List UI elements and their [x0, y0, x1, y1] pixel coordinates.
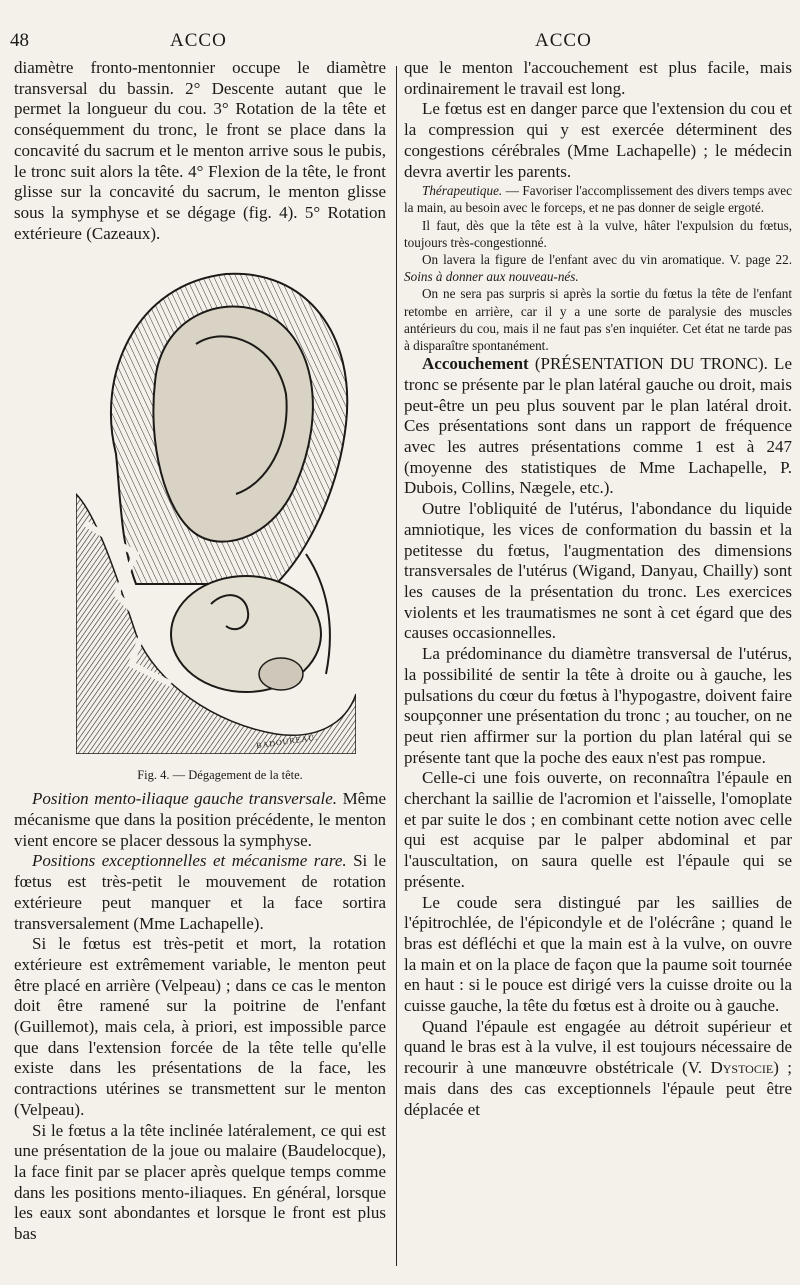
paragraph-continuation: que le menton l'accouchement est plus facile, mais ordinairement le travail est long.: [404, 58, 792, 98]
left-column: [14, 58, 386, 1245]
figure-caption: Fig. 4. — Dégagement de la tête.: [137, 768, 303, 783]
paragraph-manoeuvre: [404, 1017, 792, 1121]
column-divider: [396, 66, 397, 1266]
paragraph-expulsion: Il faut, dès que la tête est à la vulve, hâter l'expulsion du fœtus, toujours très-congestionné.: [404, 217, 792, 250]
paragraph-text: On lavera la figure de l'enfant avec du vin aromatique. V. page 22.: [422, 252, 792, 268]
figure-engraving: [76, 254, 356, 754]
page-header: [0, 30, 800, 54]
paragraph-positions-exceptionnelles: [14, 851, 386, 934]
paragraph-mecanisme: diamètre fronto-mentonnier occupe le diamètre transversal du bassin. 2° Descente autant que le permet la longueur du cou. 3° Rotation de la tête et conséquemment du tronc, le front se place dans la concavité du sacrum et le menton arrive sous le pubis, le tronc suit alors la tête. 4° Flexion de la tête, le front glisse sur la concavité du sacrum, le menton glisse sous la symphyse et se dégage (fig. 4). 5° Rotation extérieure (Cazeaux).: [14, 58, 386, 243]
entry-subheading: (PRÉSENTATION DU TRONC).: [528, 354, 768, 374]
running-title-right: ACCO: [535, 30, 592, 51]
paragraph-text: Même mécanisme que dans la position précédente, le menton vient encore se placer dessous la symphyse.: [14, 789, 386, 850]
cross-reference: Soins à donner aux nouveau-nés.: [404, 269, 579, 285]
paragraph-diagnostic: La prédominance du diamètre transversal de l'utérus, la possibilité de sentir la tête à droite ou à gauche, les pulsations du cœur du fœtus à l'hypogastre, doivent faire soupçonner une présentation du tronc ; au toucher, on ne peut rien affirmer sur la portion du plan latéral qui se présente tant que la poche des eaux n'est pas rompue.: [404, 644, 792, 767]
entry-presentation-du-tronc: [404, 354, 792, 499]
engraver-signature: BADOUREAU.: [255, 733, 319, 751]
cross-reference-dystocie: Dystocie: [710, 1058, 774, 1078]
paragraph-text: — Favoriser l'accomplissement des divers temps avec la main, au besoin avec le forceps, et ne pas donner de seigle ergoté.: [404, 183, 792, 216]
paragraph-mento-iliaque: [14, 789, 386, 851]
figure-illustration: [76, 254, 356, 754]
paragraph-title: Positions exceptionnelles et mécanisme rare.: [32, 851, 347, 871]
paragraph-text: Si le fœtus est très-petit le mouvement de rotation extérieure peut manquer et la face sortira transversalement (Mme Lachapelle).: [14, 851, 386, 933]
paragraph-title: Thérapeutique.: [422, 183, 503, 199]
paragraph-epaule: Celle-ci une fois ouverte, on reconnaîtra l'épaule en cherchant la saillie de l'acromion et l'aisselle, l'omoplate et par suite le dos ; en combinant cette notion avec celle qui est acquise par le palper abdominal et par l'auscultation, on saura quelle est l'épaule qui se présente.: [404, 768, 792, 891]
paragraph-therapeutique: [404, 182, 792, 216]
paragraph-text: Le tronc se présente par le plan latéral gauche ou droit, mais peut-être un peu plus souvent par le plan latéral droit. Ces présentations sont dans un rapport de fréquence avec les autres présentations comme 1 est à 247 (moyenne des statistiques de Mme Lachapelle, P. Dubois, Collins, Nægele, etc.).: [404, 354, 792, 498]
right-column: [404, 58, 792, 1120]
paragraph-causes: Outre l'obliquité de l'utérus, l'abondance du liquide amniotique, les vices de conformation du bassin et la petitesse du fœtus, l'augmentation des dimensions transversales de l'utérus (Wigand, Danyau, Chailly) sont les causes de la présentation du tronc. Les exercices violents et les traumatismes ne sont à cet égard que des causes occasionnelles.: [404, 499, 792, 643]
paragraph-lavage: [404, 251, 792, 285]
paragraph-text: ) ; mais dans des cas exceptionnels l'épaule peut être déplacée et: [404, 1058, 792, 1119]
paragraph-paralysie: On ne sera pas surpris si après la sortie du fœtus la tête de l'enfant retombe en arrière, car il y a une sorte de paralysie des muscles antérieurs du cou, mais il ne faut pas s'en inquiéter. Cet état ne tarde pas à disparaître spontanément.: [404, 286, 792, 354]
paragraph-title: Position mento-iliaque gauche transversale.: [32, 789, 338, 809]
page-number: 48: [10, 30, 29, 51]
paragraph-coude: Le coude sera distingué par les saillies de l'épitrochlée, de l'épicondyle et de l'olécrâne ; quand le bras est défléchi et que la main est à la vulve, on ouvre la main et on la place de façon que la paume soit tournée en haut : si le pouce est dirigé vers la cuisse droite ou la cuisse gauche, la tête du fœtus est à droite ou à gauche.: [404, 892, 792, 1016]
paragraph-text: Quand l'épaule est engagée au détroit supérieur et quand le bras est à la vulve, il est toujours nécessaire de recourir à une manœuvre obstétricale (V.: [404, 1016, 792, 1078]
entry-heading: Accouchement: [422, 354, 529, 374]
paragraph-foetus-mort: Si le fœtus est très-petit et mort, la rotation extérieure est extrêmement variable, le menton peut être placé en arrière (Velpeau) ; dans ce cas le menton doit être ramené sur la poitrine de l'enfant (Guillemot), mais cela, à priori, est impossible parce que dans l'extension forcée de la tête telle qu'elle existe dans les présentations de la face, les contractions utérines se transmettent sur le menton (Velpeau).: [14, 934, 386, 1119]
running-title-left: ACCO: [170, 30, 227, 51]
paragraph-danger: Le fœtus est en danger parce que l'extension du cou et la compression qui y est exercée déterminent des congestions cérébrales (Mme Lachapelle) ; le médecin devra avertir les parents.: [404, 99, 792, 181]
paragraph-tete-inclinee: Si le fœtus a la tête inclinée latéralement, ce qui est une présentation de la joue ou malaire (Baudelocque), la face finit par se placer après quelque temps comme dans les positions mento-iliaques. En général, lorsque les eaux sont abondantes et lorsque le front est plus bas: [14, 1120, 386, 1244]
